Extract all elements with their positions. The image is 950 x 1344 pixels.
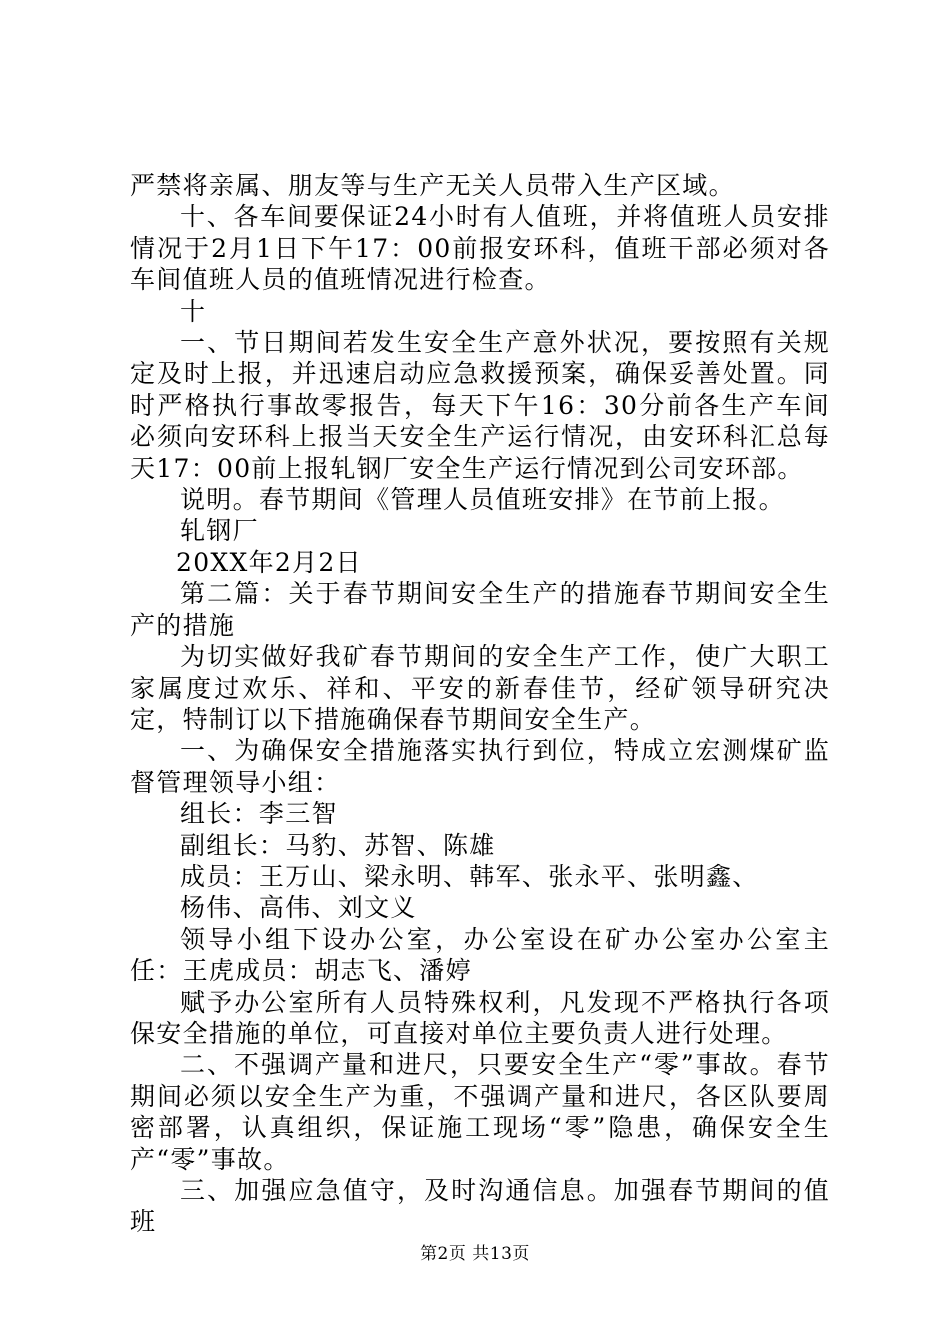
paragraph-2: 十、各车间要保证24小时有人值班，并将值班人员安排情况于2月1日下午17：00前报安环科，值班干部必须对各车间值班人员的值班情况进行检查。: [130, 202, 830, 295]
paragraph-17: 二、不强调产量和进尺，只要安全生产“零”事故。春节期间必须以安全生产为重，不强调产量和进尺，各区队要周密部署，认真组织，保证施工现场“零”隐患，确保安全生产“零”事故。: [130, 1050, 830, 1174]
section-heading: 第二篇：关于春节期间安全生产的措施春节期间安全生产的措施: [130, 579, 830, 640]
paragraph-9: 为切实做好我矿春节期间的安全生产工作，使广大职工家属度过欢乐、祥和、平安的新春佳节，经矿领导研究决定，特制订以下措施确保春节期间安全生产。: [130, 642, 830, 734]
paragraph-15: 领导小组下设办公室，办公室设在矿办公室办公室主任：王虎成员：胡志飞、潘婷: [130, 924, 830, 986]
paragraph-4: 一、节日期间若发生安全生产意外状况，要按照有关规定及时上报，并迅速启动应急救援预案，确保妥善处置。同时严格执行事故零报告，每天下午16：30分前各生产车间必须向安环科上报当天安全生产运行情况，由安环科汇总每天17：00前上报轧钢厂安全生产运行情况到公司安环部。: [130, 328, 830, 483]
paragraph-13: 成员：王万山、梁永明、韩军、张永平、张明鑫、: [180, 861, 759, 891]
document-body: [130, 170, 830, 1238]
page-number: 第2页 共13页: [420, 1244, 530, 1264]
paragraph-18: 三、加强应急值守，及时沟通信息。加强春节期间的值班: [130, 1176, 830, 1237]
paragraph-1: 严禁将亲属、朋友等与生产无关人员带入生产区域。: [130, 171, 735, 200]
paragraph-11: 组长：李三智: [180, 799, 338, 829]
signature-date: 20XX年2月2日: [176, 547, 362, 577]
paragraph-10: 一、为确保安全措施落实执行到位，特成立宏测煤矿监督管理领导小组：: [130, 736, 830, 797]
paragraph-14: 杨伟、高伟、刘文义: [180, 893, 417, 923]
paragraph-3: 十: [180, 296, 207, 326]
paragraph-5: 说明。春节期间《管理人员值班安排》在节前上报。: [180, 485, 785, 515]
paragraph-16: 赋予办公室所有人员特殊权利，凡发现不严格执行各项保安全措施的单位，可直接对单位主要负责人进行处理。: [130, 987, 830, 1048]
paragraph-12: 副组长：马豹、苏智、陈雄: [180, 830, 496, 860]
page-footer: [0, 1243, 950, 1265]
signature-org: 轧钢厂: [180, 516, 259, 546]
